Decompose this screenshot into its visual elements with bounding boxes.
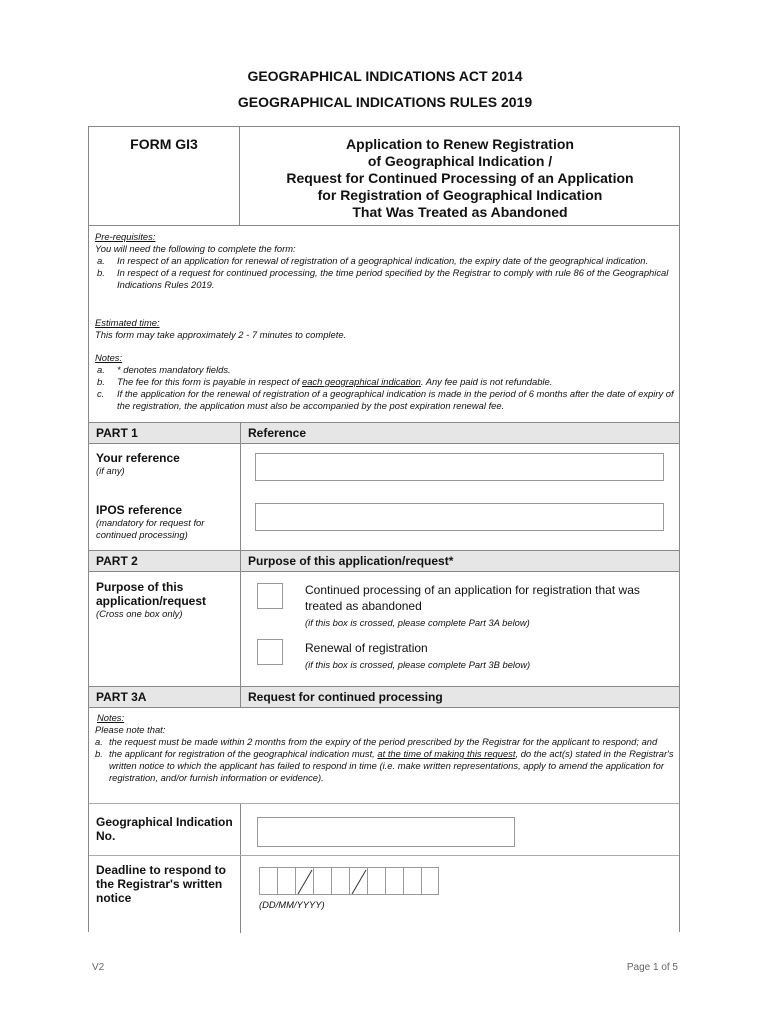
date-digit-box[interactable] <box>331 867 349 895</box>
act-title: GEOGRAPHICAL INDICATIONS ACT 2014 <box>247 68 523 84</box>
continued-processing-checkbox[interactable] <box>257 583 283 609</box>
list-item <box>95 736 675 748</box>
date-boxes <box>259 867 439 895</box>
list-text: The fee for this form is payable in respect of <box>117 376 302 387</box>
form-title-line: That Was Treated as Abandoned <box>352 204 568 220</box>
date-digit-box[interactable] <box>313 867 331 895</box>
list-text-underline: each geographical indication <box>301 376 421 387</box>
ipos-reference-sub: (mandatory for request for continued processing) <box>96 517 205 540</box>
estimated-time <box>95 317 675 341</box>
ipos-reference-text: IPOS reference <box>96 503 183 517</box>
list-item <box>95 267 675 291</box>
page-number: Page 1 of 5 <box>626 962 678 973</box>
date-format-hint: (DD/MM/YYYY) <box>259 899 325 910</box>
list-text: the applicant for registration of the geographical indication must, <box>109 748 378 759</box>
form-title-box <box>89 127 679 226</box>
ipos-reference-label <box>96 503 236 541</box>
list-text-underline: at the time of making this request <box>377 748 516 759</box>
list-marker: c. <box>97 388 105 399</box>
your-reference-sub: (if any) <box>96 465 125 476</box>
list-marker: b. <box>97 267 105 278</box>
list-marker: a. <box>97 364 105 375</box>
part3a-bar <box>89 686 679 708</box>
list-text: * denotes mandatory fields. <box>117 364 231 375</box>
date-digit-box[interactable] <box>403 867 421 895</box>
date-digit-box[interactable] <box>367 867 385 895</box>
your-reference-label <box>96 451 236 477</box>
your-reference-input[interactable] <box>255 453 664 481</box>
date-digit-box[interactable] <box>259 867 277 895</box>
form-gi3 <box>88 126 680 932</box>
list-item <box>95 388 675 412</box>
date-separator-box <box>349 867 367 895</box>
option-text: Continued processing of an application for registration that was treated as abandoned <box>305 583 640 613</box>
purpose-label <box>96 580 236 620</box>
option-note: (if this box is crossed, please complete Part 3B below) <box>305 659 531 670</box>
purpose-sub: (Cross one box only) <box>96 608 183 619</box>
part3a-number: PART 3A <box>96 690 147 704</box>
option-text: Renewal of registration <box>305 641 428 655</box>
form-title-line: of Geographical Indication / <box>367 153 553 169</box>
form-title-line: Request for Continued Processing of an Application <box>286 170 634 186</box>
date-separator-box <box>295 867 313 895</box>
rules-title: GEOGRAPHICAL INDICATIONS RULES 2019 <box>237 94 533 110</box>
part3a-notes-intro: Please note that: <box>95 724 166 735</box>
list-item <box>95 376 675 388</box>
notes <box>95 352 675 412</box>
list-text: the request must be made within 2 months from the expiry of the period prescribed by the Registrar for the applicant to respond; and <box>109 736 658 747</box>
part1-number: PART 1 <box>96 426 138 440</box>
prerequisites <box>95 231 675 291</box>
part2-number: PART 2 <box>96 554 138 568</box>
estimated-text: This form may take approximately 2 - 7 minutes to complete. <box>95 329 347 340</box>
your-reference-text: Your reference <box>96 451 180 465</box>
list-marker: a. <box>97 255 105 266</box>
date-digit-box[interactable] <box>277 867 295 895</box>
list-marker: b. <box>97 376 105 387</box>
estimated-heading: Estimated time: <box>95 317 160 328</box>
part1-bar <box>89 422 679 444</box>
renewal-checkbox[interactable] <box>257 639 283 665</box>
form-title <box>241 136 679 221</box>
deadline-label: Deadline to respond to the Registrar's written notice <box>96 863 227 905</box>
list-item <box>95 748 675 784</box>
deadline-date-input[interactable] <box>89 867 679 897</box>
list-marker: b. <box>95 748 103 759</box>
gi-number-input[interactable] <box>257 817 515 847</box>
list-item <box>95 364 675 376</box>
form-number: FORM GI3 <box>89 127 240 225</box>
part2-bar <box>89 550 679 572</box>
part3a-title: Request for continued processing <box>248 690 443 704</box>
option-renewal <box>305 640 675 671</box>
part3a-notes <box>95 712 675 784</box>
list-marker: a. <box>95 736 103 747</box>
list-text: In respect of an application for renewal of registration of a geographical indication, the expiry date of the geographical indication. <box>117 255 649 266</box>
option-continued-processing <box>305 582 675 629</box>
version-label: V2 <box>92 962 105 973</box>
purpose-text: Purpose of this application/request <box>96 580 207 608</box>
list-text: . Any fee paid is not refundable. <box>420 376 553 387</box>
part3a-notes-heading: Notes: <box>97 712 125 723</box>
prerequisites-intro: You will need the following to complete the form: <box>95 243 296 254</box>
list-text: In respect of a request for continued processing, the time period specified by the Registrar to comply with rule 86 of the Geographical Indications Rules 2019. <box>117 267 669 290</box>
list-text: If the application for the renewal of registration of a geographical indication is made in the period of 6 months after the date of expiry of the registration, the application must also be accompanied by the post expiration renewal fee. <box>117 388 674 411</box>
list-item <box>95 255 675 267</box>
date-digit-box[interactable] <box>385 867 403 895</box>
part1-title: Reference <box>248 426 307 440</box>
prerequisites-heading: Pre-requisites: <box>95 231 156 242</box>
form-title-line: Application to Renew Registration <box>346 136 574 152</box>
form-title-line: for Registration of Geographical Indication <box>317 187 603 203</box>
gi-number-label: Geographical Indication No. <box>96 815 233 843</box>
option-note: (if this box is crossed, please complete Part 3A below) <box>305 617 530 628</box>
ipos-reference-input[interactable] <box>255 503 664 531</box>
notes-heading: Notes: <box>95 352 123 363</box>
list-text: , do the act(s) stated in the Registrar's written notice to which the applicant has failed to respond in time (i.e. make written representations, apply to amend the application for registration, and/or furnish information or evidence). <box>109 748 674 783</box>
part2-title: Purpose of this application/request* <box>248 554 454 568</box>
date-digit-box[interactable] <box>421 867 439 895</box>
